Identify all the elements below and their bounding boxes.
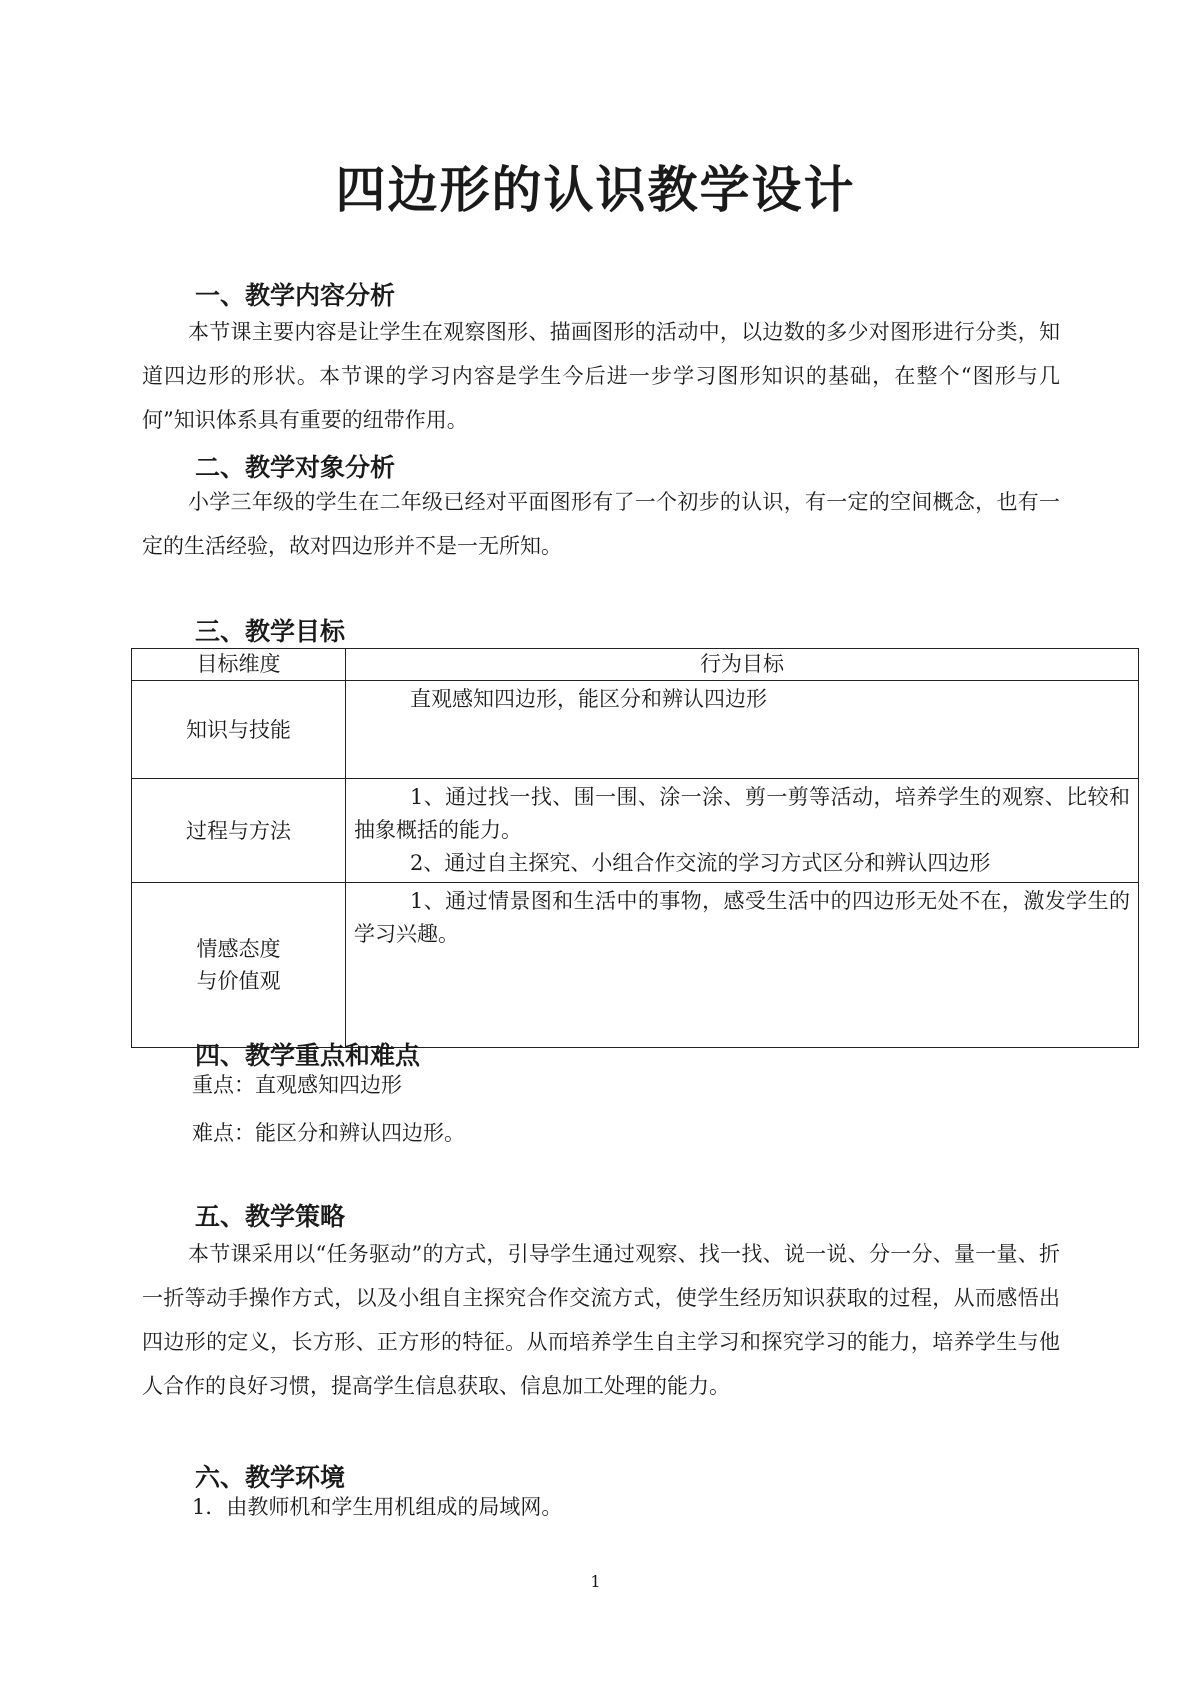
section-heading-teaching-goals: 三、教学目标: [195, 617, 346, 646]
section-heading-key-points: 四、教学重点和难点: [195, 1041, 421, 1070]
dimension-line: 情感态度: [196, 937, 281, 961]
section-heading-environment: 六、教学环境: [195, 1463, 346, 1492]
dimension-cell: 过程与方法: [132, 779, 346, 883]
content-analysis-paragraph: 本节课主要内容是让学生在观察图形、描画图形的活动中，以边数的多少对图形进行分类，知道四边形的形状。本节课的学习内容是学生今后进一步学习图形知识的基础，在整个“图形与几何”知识体系具有重要的纽带作用。: [142, 320, 1060, 432]
section-heading-learner-analysis: 二、教学对象分析: [195, 453, 396, 482]
table-header-row: [132, 649, 1139, 681]
difficult-point-text: 难点：能区分和辨认四边形。: [192, 1121, 465, 1145]
goal-cell: [346, 883, 1139, 1048]
goal-text: 1、通过找一找、围一围、涂一涂、剪一剪等活动，培养学生的观察、比较和抽象概括的能力。: [354, 785, 1130, 842]
page-title: 四边形的认识教学设计: [335, 161, 856, 219]
learner-analysis-paragraph: 小学三年级的学生在二年级已经对平面图形有了一个初步的认识，有一定的空间概念，也有一定的生活经验，故对四边形并不是一无所知。: [142, 490, 1060, 558]
page-number: 1: [590, 1572, 601, 1591]
goal-text: 2、通过自主探究、小组合作交流的学习方式区分和辨认四边形: [410, 851, 991, 875]
table-row: [132, 681, 1139, 779]
goal-text: 直观感知四边形，能区分和辨认四边形: [410, 687, 767, 711]
table-row: [132, 779, 1139, 883]
key-point-text: 重点：直观感知四边形: [192, 1073, 402, 1097]
section-heading-content-analysis: 一、教学内容分析: [195, 281, 396, 310]
dimension-cell: 知识与技能: [132, 681, 346, 779]
strategy-paragraph: 本节课采用以“任务驱动”的方式，引导学生通过观察、找一找、说一说、分一分、量一量、折一折等动手操作方式，以及小组自主探究合作交流方式，使学生经历知识获取的过程，从而感悟出四边形的定义，长方形、正方形的特征。从而培养学生自主学习和探究学习的能力，培养学生与他人合作的良好习惯，提高学生信息获取、信息加工处理的能力。: [142, 1242, 1060, 1398]
column-header-goal: 行为目标: [346, 649, 1139, 681]
environment-item: 1．由教师机和学生用机组成的局域网。: [192, 1495, 563, 1519]
goal-cell: [346, 779, 1139, 883]
dimension-line: 与价值观: [196, 969, 281, 993]
section-heading-strategy: 五、教学策略: [195, 1202, 346, 1231]
goal-text: 1、通过情景图和生活中的事物，感受生活中的四边形无处不在，激发学生的学习兴趣。: [354, 889, 1130, 946]
teaching-goals-table: [131, 648, 1139, 1048]
dimension-cell: [132, 883, 346, 1048]
table-row: [132, 883, 1139, 1048]
column-header-dimension: 目标维度: [132, 649, 346, 681]
goal-cell: [346, 681, 1139, 779]
